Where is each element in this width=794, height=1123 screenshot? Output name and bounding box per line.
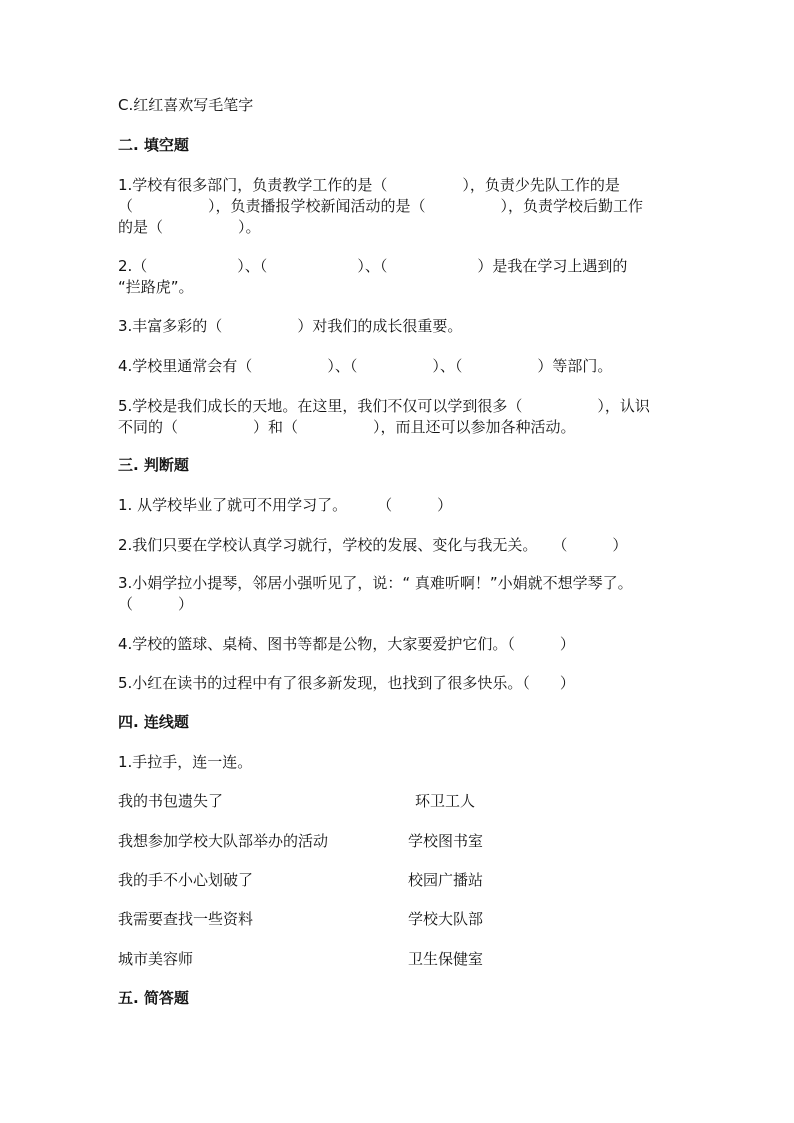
judge-q3-line2: （ ） — [118, 595, 194, 613]
judge-q2: 2.我们只要在学校认真学习就行，学校的发展、变化与我无关。 （ ） — [118, 536, 628, 554]
fill-q4: 4.学校里通常会有（ ）、（ ）、（ ）等部门。 — [118, 357, 613, 375]
fill-q1-line1: 1.学校有很多部门，负责教学工作的是（ ），负责少先队工作的是 — [118, 176, 620, 194]
fill-q2-line1: 2.（ ）、（ ）、（ ）是我在学习上遇到的 — [118, 257, 628, 275]
section-title-match: 四. 连线题 — [118, 713, 189, 731]
fill-q1-line2: （ ），负责播报学校新闻活动的是（ ），负责学校后勤工作 — [118, 197, 644, 215]
fill-q1-line3: 的是（ ）。 — [118, 218, 261, 236]
match-q1: 1.手拉手，连一连。 — [118, 753, 253, 771]
judge-q5: 5.小红在读书的过程中有了很多新发现，也找到了很多快乐。（ ） — [118, 674, 575, 692]
match-right-item: 环卫工人 — [415, 792, 476, 810]
section-title-judge: 三. 判断题 — [118, 456, 189, 474]
match-left-item: 我的手不小心划破了 — [118, 871, 254, 889]
option-c: C.红红喜欢写毛笔字 — [118, 96, 254, 114]
fill-q5-line1: 5.学校是我们成长的天地。在这里，我们不仅可以学到很多（ ），认识 — [118, 397, 650, 415]
match-left-item: 我需要查找一些资料 — [118, 910, 254, 928]
match-right-item: 校园广播站 — [408, 871, 484, 889]
section-title-fill: 二. 填空题 — [118, 136, 189, 154]
match-left-item: 城市美容师 — [118, 950, 194, 968]
judge-q4: 4.学校的篮球、桌椅、图书等都是公物，大家要爱护它们。（ ） — [118, 635, 575, 653]
fill-q2-line2: “拦路虎”。 — [118, 278, 194, 296]
match-right-item: 学校大队部 — [408, 910, 484, 928]
match-left-item: 我想参加学校大队部举办的活动 — [118, 832, 329, 850]
match-left-item: 我的书包遗失了 — [118, 792, 224, 810]
match-right-item: 卫生保健室 — [408, 950, 484, 968]
match-right-item: 学校图书室 — [408, 832, 484, 850]
judge-q1: 1. 从学校毕业了就可不用学习了。 （ ） — [118, 496, 453, 514]
fill-q3: 3.丰富多彩的（ ）对我们的成长很重要。 — [118, 317, 463, 335]
judge-q3-line1: 3.小娟学拉小提琴，邻居小强听见了，说：“ 真难听啊！”小娟就不想学琴了。 — [118, 574, 633, 592]
section-title-short: 五. 简答题 — [118, 989, 189, 1007]
fill-q5-line2: 不同的（ ）和（ ），而且还可以参加各种活动。 — [118, 418, 576, 436]
